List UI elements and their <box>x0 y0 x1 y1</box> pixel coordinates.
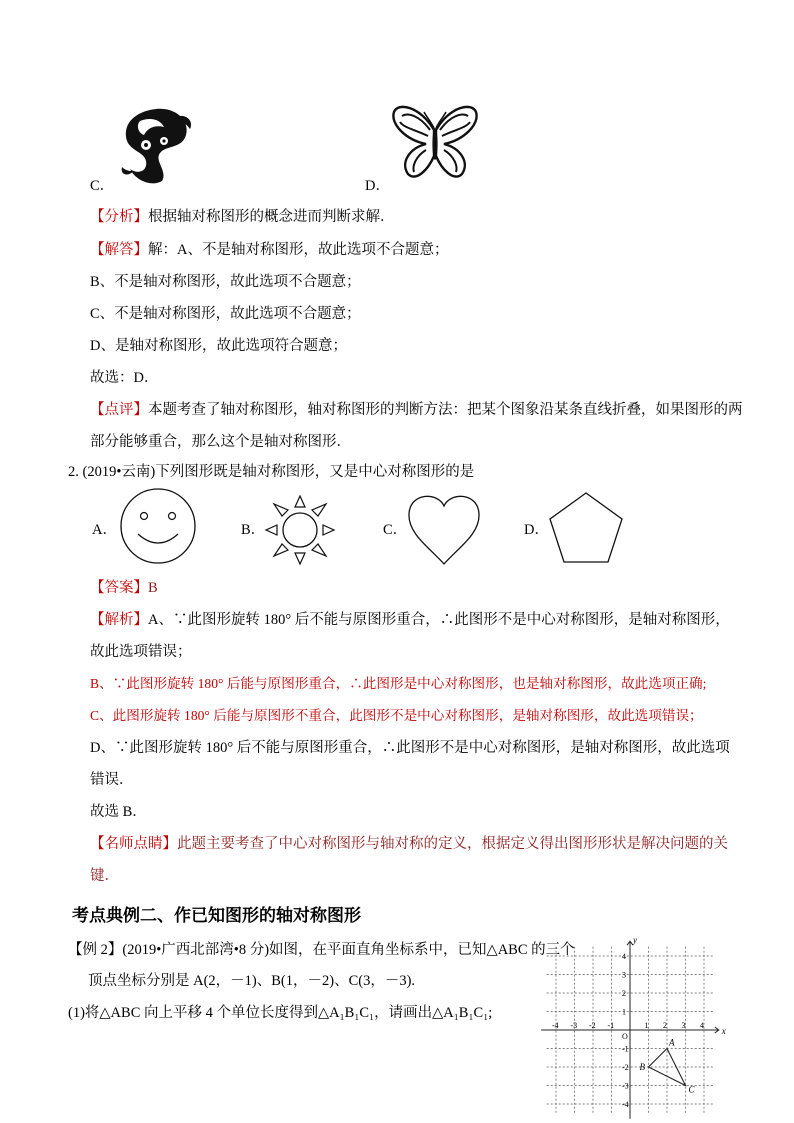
answer-tag: 【解答】 <box>90 242 148 258</box>
q2-analysis-c: C、此图形旋转 180° 后能与原图形不重合，此图形不是中心对称图形，是轴对称图形，故此选项错误； <box>90 708 703 723</box>
vertex-label: B <box>639 1062 645 1072</box>
y-tick-label: 2 <box>622 989 626 998</box>
example2-line3: (1)将△ABC 向上平移 4 个单位长度得到△A₁B₁C₁，请画出△A₁B₁C₁; <box>68 1005 493 1021</box>
comment-line1: 本题考查了轴对称图形，轴对称图形的判断方法：把某个图象沿某条直线折叠，如果图形的两 <box>148 402 743 418</box>
analysis-tag: 【分析】 <box>90 209 148 225</box>
x-tick-label: -3 <box>570 1021 578 1030</box>
x-tick-label: 2 <box>663 1021 667 1030</box>
x-tick-label: 1 <box>644 1021 649 1030</box>
option-c-label: C． <box>90 178 115 194</box>
q2-stem: 2. (2019•云南)下列图形既是轴对称图形，又是中心对称图形的是 <box>68 464 475 480</box>
answer-choose: 故选：D． <box>90 370 159 386</box>
vertex-label: A <box>669 1037 675 1048</box>
fish-pattern-figure <box>116 105 196 187</box>
q2-analysis-tag: 【解析】 <box>90 612 148 628</box>
y-tick-label: -3 <box>622 1081 629 1091</box>
q2-analysis-a2: 故此选项错误； <box>90 644 192 660</box>
q2-answer-value: B <box>148 580 158 596</box>
q2-answer <box>90 578 158 598</box>
q1-analysis <box>90 207 395 227</box>
example2-text1: (2019•广西北部湾•8 分)如图，在平面直角坐标系中，已知△ABC 的三个 <box>122 942 575 958</box>
example2-tag: 【例 2】 <box>68 942 123 958</box>
y-tick-label: 4 <box>622 952 626 961</box>
x-tick-label: -2 <box>589 1021 596 1030</box>
q2-tip <box>90 834 728 854</box>
x-tick-label: 4 <box>700 1021 704 1030</box>
q2-label-c: C． <box>383 522 408 538</box>
q2-label-a: A． <box>92 522 117 538</box>
section-title: 考点典例二、作已知图形的轴对称图形 <box>72 906 361 925</box>
heart-figure <box>404 488 484 568</box>
y-tick-label: -4 <box>622 1100 629 1109</box>
q2-analysis-b: B、∵此图形旋转 180° 后能与原图形重合，∴此图形是中心对称图形，也是轴对称图形，故此选项正确; <box>90 676 707 691</box>
q2-label-b: B． <box>241 522 266 538</box>
sun-figure <box>262 492 338 568</box>
q2-choose: 故选 B． <box>90 804 147 820</box>
answer-line: D、是轴对称图形，故此选项符合题意； <box>90 338 347 354</box>
answer-line: B、不是轴对称图形，故此选项不合题意； <box>90 274 361 290</box>
x-tick-label: -4 <box>552 1021 559 1030</box>
example2-line1 <box>68 940 575 960</box>
smiley-face-figure <box>118 486 198 566</box>
q2-analysis <box>90 610 730 630</box>
q2-tip-tag: 【名师点睛】 <box>90 836 177 852</box>
butterfly-figure <box>390 100 480 186</box>
q2-analysis-d1: D、∵此图形旋转 180° 后不能与原图形重合，∴此图形不是中心对称图形，是轴对称图形，故此选项 <box>90 740 730 756</box>
answer-intro: 解： <box>148 242 177 258</box>
x-axis-label: x <box>721 1026 726 1036</box>
comment-tag: 【点评】 <box>90 402 148 418</box>
y-tick-label: 1 <box>622 1007 626 1017</box>
comment-line2: 部分能够重合，那么这个是轴对称图形． <box>90 434 351 450</box>
q2-answer-tag: 【答案】 <box>90 580 148 596</box>
answer-line: C、不是轴对称图形，故此选项不合题意； <box>90 306 361 322</box>
y-tick-label: -1 <box>622 1044 629 1054</box>
y-tick-label: -2 <box>622 1063 629 1072</box>
q2-analysis-d2: 错误． <box>90 772 134 788</box>
vertex-label: C <box>688 1084 695 1095</box>
x-tick-label: 3 <box>681 1021 686 1030</box>
q2-tip-line2: 键． <box>90 868 119 884</box>
coordinate-grid <box>552 935 730 1120</box>
y-tick-label: 3 <box>622 970 626 980</box>
answer-line: A、不是轴对称图形，故此选项不合题意； <box>177 242 449 258</box>
option-d-label: D． <box>365 178 390 194</box>
example2-line2: 顶点坐标分别是 A(2，－1)、B(1，－2)、C(3，－3). <box>88 973 416 989</box>
q2-label-d: D． <box>524 522 549 538</box>
q2-tip-line1: 此题主要考查了中心对称图形与轴对称的定义，根据定义得出图形形状是解决问题的关 <box>177 836 728 852</box>
x-tick-label: -1 <box>607 1021 615 1030</box>
q1-comment <box>90 400 743 420</box>
pentagon-figure <box>546 490 626 566</box>
origin-label: O <box>622 1032 628 1041</box>
q2-analysis-a1: A、∵此图形旋转 180° 后不能与原图形重合，∴此图形不是中心对称图形，是轴对称图形， <box>148 612 730 628</box>
analysis-text: 根据轴对称图形的概念进而判断求解． <box>148 209 395 225</box>
y-axis-label: y <box>633 935 637 946</box>
q1-answer-first <box>90 240 448 260</box>
